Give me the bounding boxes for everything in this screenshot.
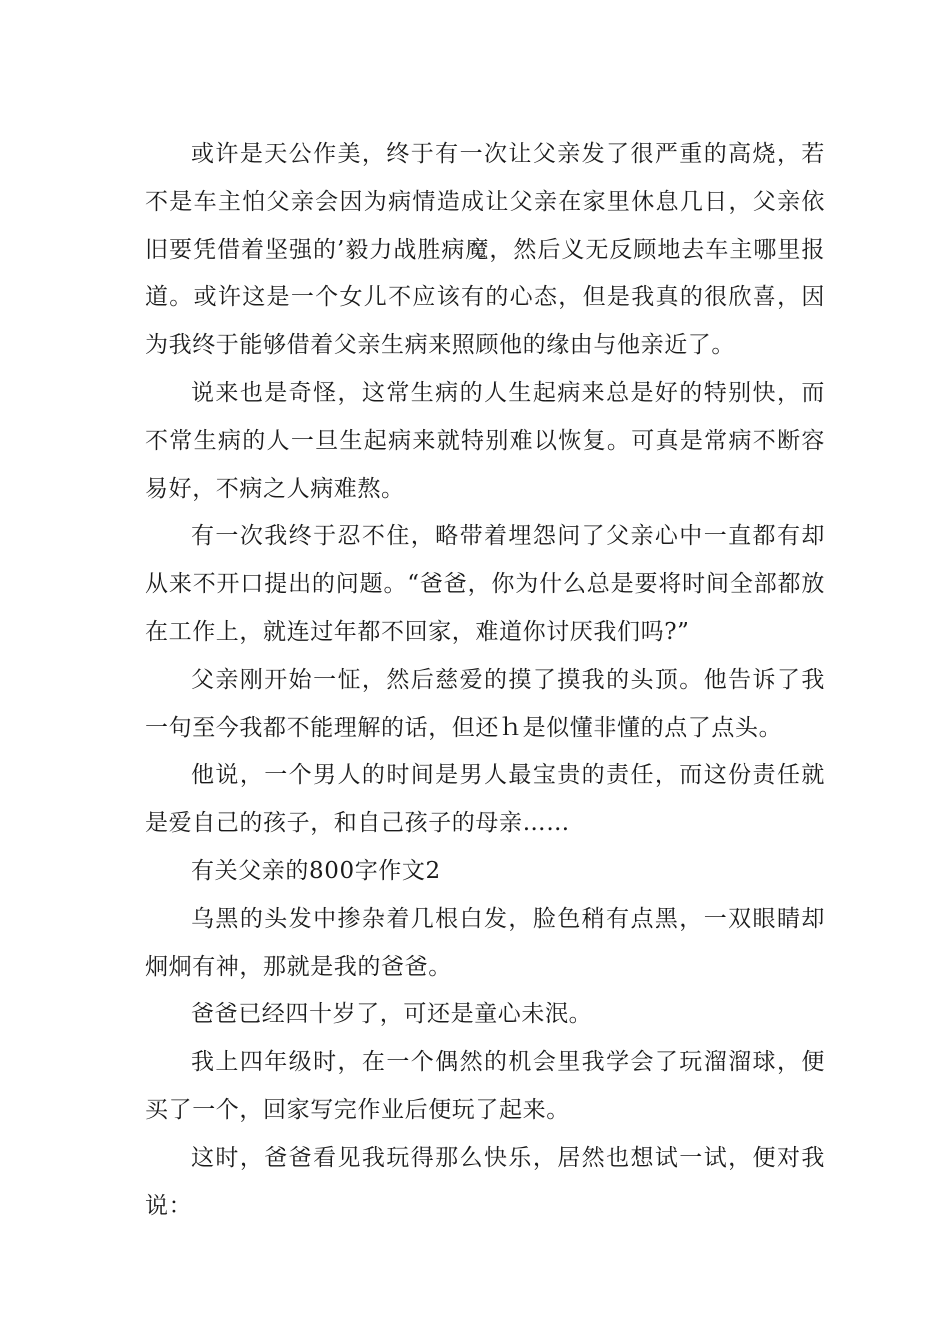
- paragraph-answer: 父亲刚开始一怔，然后慈爱的摸了摸我的头顶。他告诉了我一句至今我都不能理解的话，但还ｈ是似懂非懂的点了点头。: [145, 666, 825, 741]
- paragraph-dad-try: 这时，爸爸看见我玩得那么快乐，居然也想试一试，便对我说：: [145, 1144, 825, 1219]
- paragraph-responsibility: 他说，一个男人的时间是男人最宝贵的责任，而这份责任就是爱自己的孩子，和自己孩子的母亲……: [145, 762, 825, 837]
- paragraph-fever: 或许是天公作美，终于有一次让父亲发了很严重的高烧，若不是车主怕父亲会因为病情造成让父亲在家里休息几日，父亲依旧要凭借着坚强的’毅力战胜病魔，然后义无反顾地去车主哪里报道。或许这是一个女儿不应该有的心态，但是我真的很欣喜，因为我终于能够借着父亲生病来照顾他的缘由与他亲近了。: [145, 141, 825, 359]
- paragraph-childlike: 爸爸已经四十岁了，可还是童心未泯。: [191, 1001, 593, 1028]
- paragraph-yoyo: 我上四年级时，在一个偶然的机会里我学会了玩溜溜球，便买了一个，回家写完作业后便玩了起来。: [145, 1049, 825, 1123]
- paragraph-strange: 说来也是奇怪，这常生病的人生起病来总是好的特别快，而不常生病的人一旦生起病来就特别难以恢复。可真是常病不断容易好，不病之人病难熬。: [145, 379, 825, 502]
- essay-heading: 有关父亲的800字作文2: [191, 857, 441, 884]
- paragraph-appearance: 乌黑的头发中掺杂着几根白发，脸色稍有点黑，一双眼睛却炯炯有神，那就是我的爸爸。: [145, 905, 825, 980]
- document-body: [145, 131, 825, 1230]
- paragraph-question: 有一次我终于忍不住，略带着埋怨问了父亲心中一直都有却从来不开口提出的问题。“爸爸，你为什么总是要将时间全部都放在工作上，就连过年都不回家，难道你讨厌我们吗?”: [145, 523, 825, 645]
